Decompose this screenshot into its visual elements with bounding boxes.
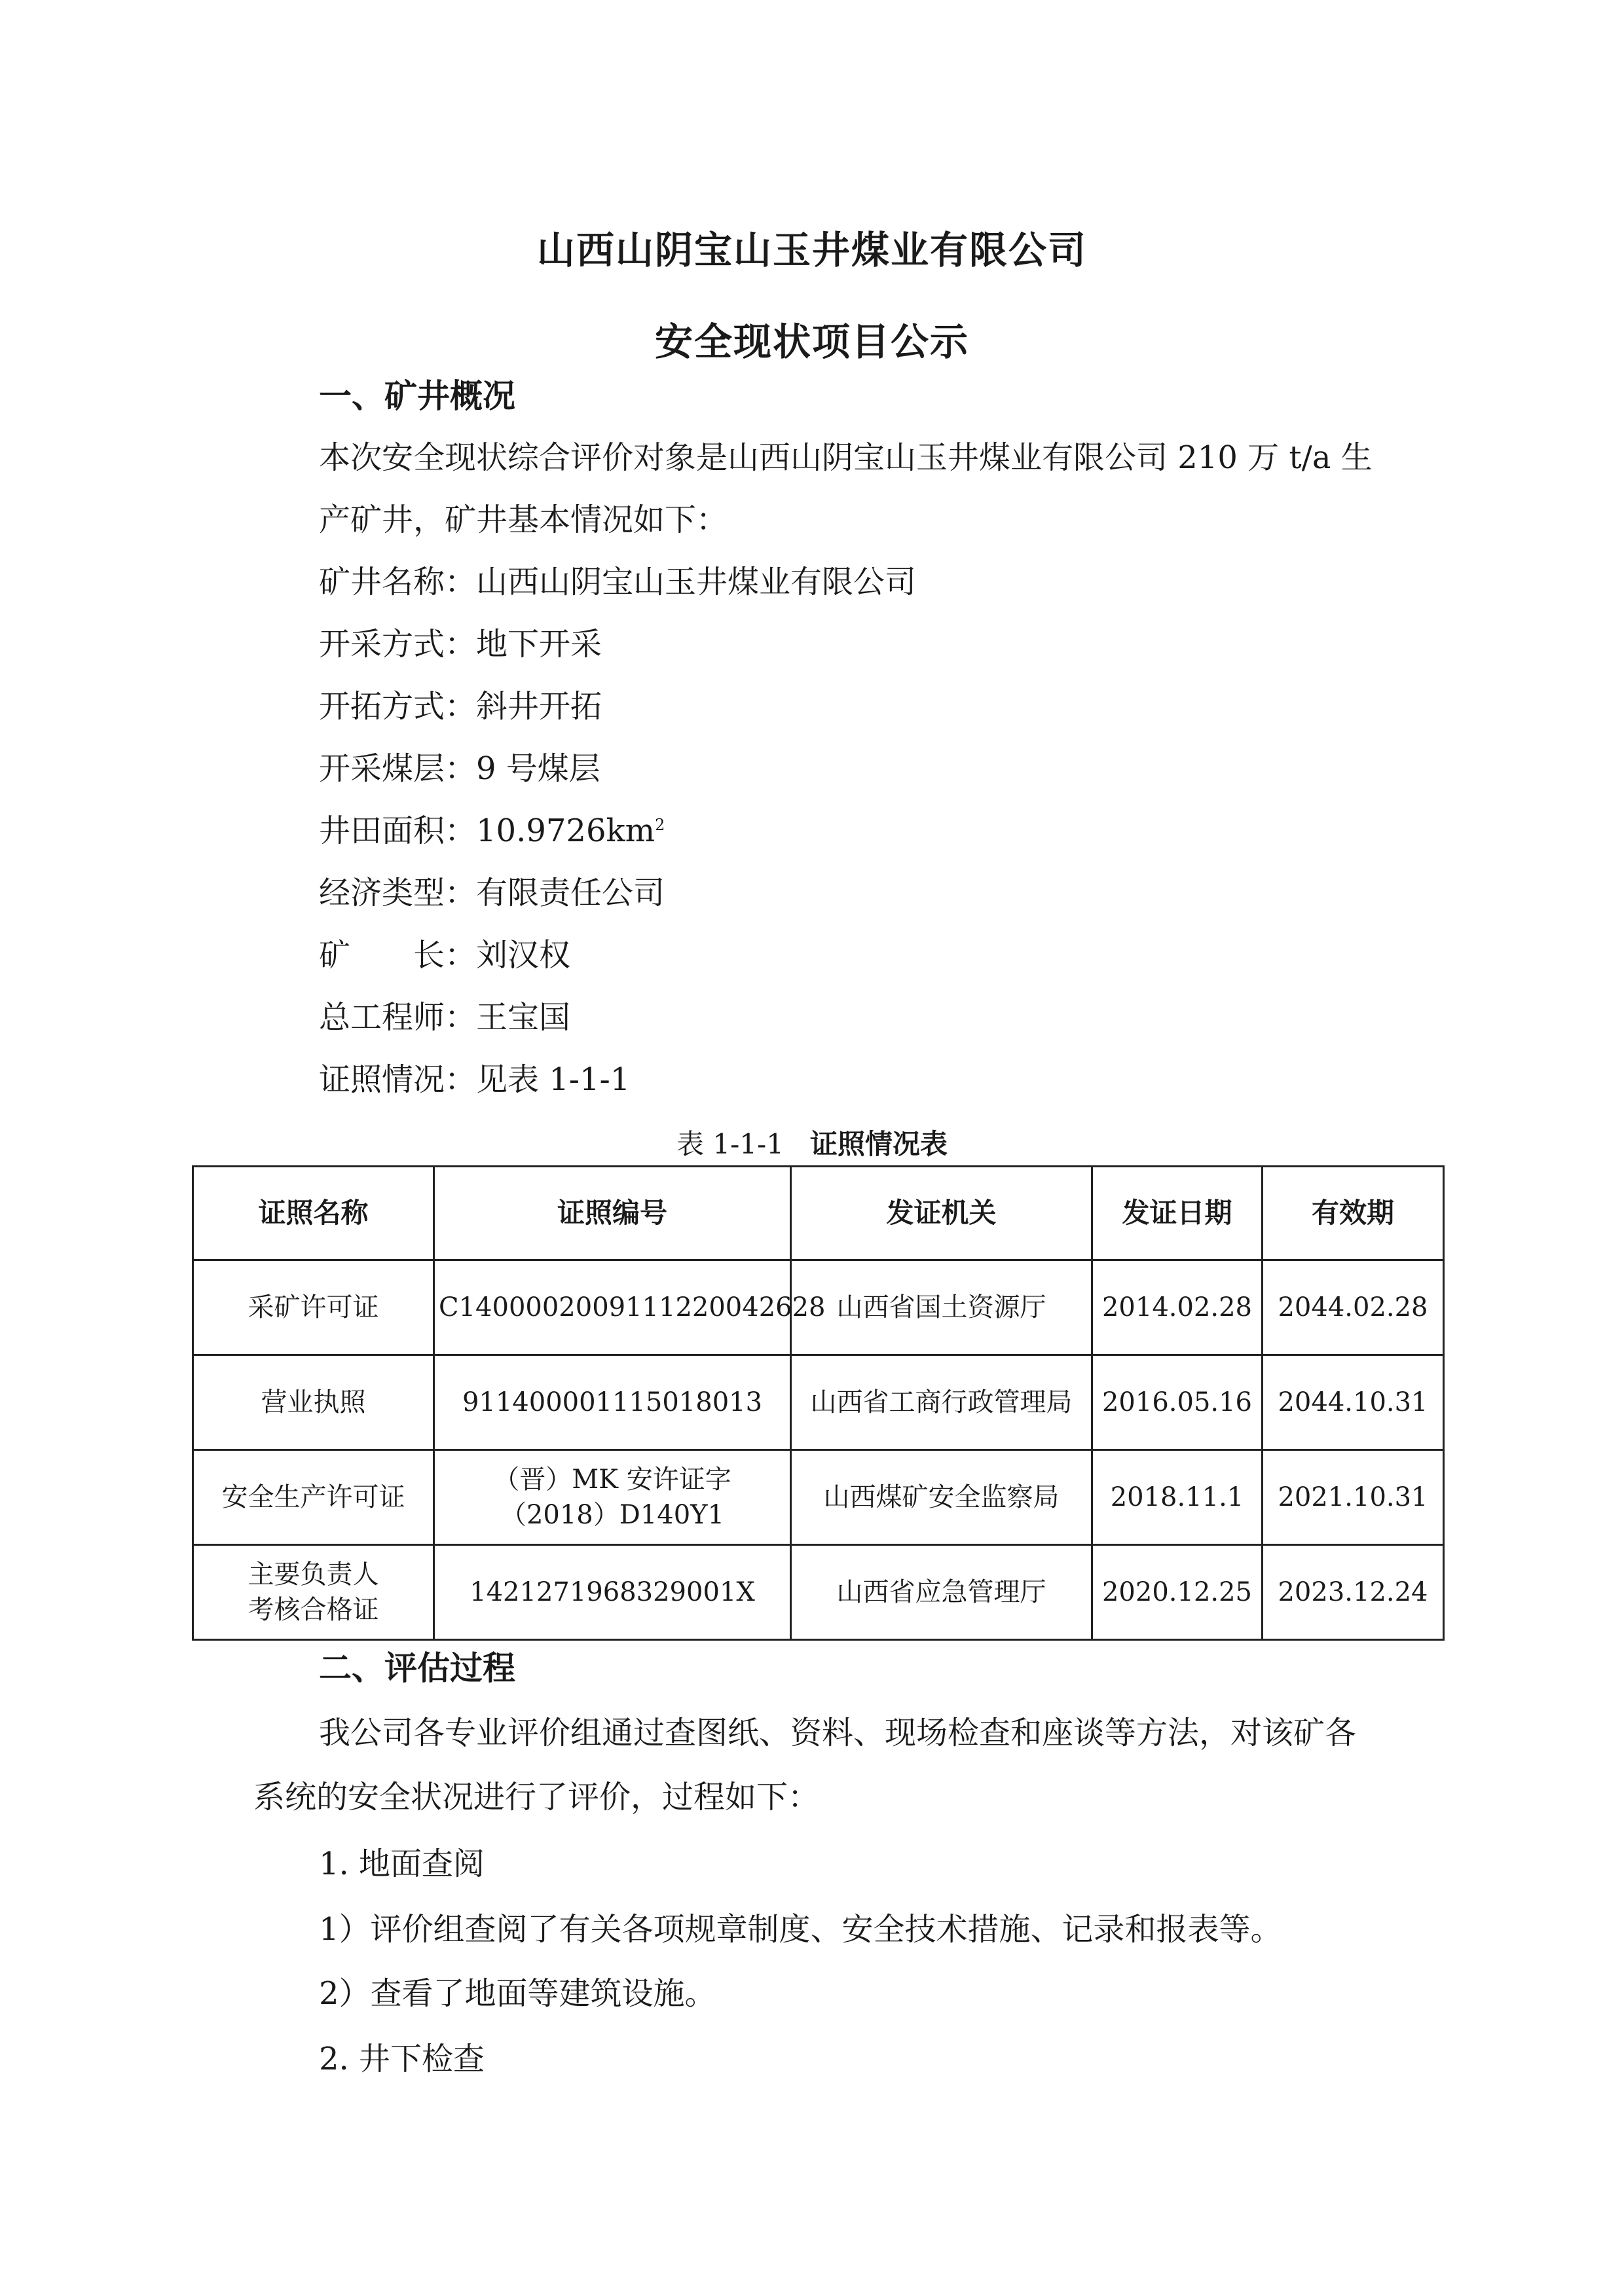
section2-heading: 二、评估过程 — [319, 1649, 515, 1687]
document-subtitle: 安全现状项目公示 — [654, 319, 969, 364]
header-cert-number: 证照编号 — [434, 1167, 791, 1260]
header-cert-name: 证照名称 — [193, 1167, 434, 1260]
development-method: 开拓方式：斜井开拓 — [319, 688, 602, 725]
mining-method: 开采方式：地下开采 — [319, 626, 602, 663]
cell-cert-number: 911400001115018013 — [434, 1355, 791, 1450]
cell-cert-name-line1: 主要负责人 — [248, 1559, 379, 1590]
mine-name: 矿井名称：山西山阴宝山玉井煤业有限公司 — [319, 564, 917, 600]
certificates-table — [192, 1165, 1445, 1641]
list-item-review-regulations: 1）评价组查阅了有关各项规章制度、安全技术措施、记录和报表等。 — [319, 1911, 1282, 1948]
cell-cert-number: C1400002009111220042628 — [434, 1260, 791, 1355]
cell-cert-name-line2: 考核合格证 — [248, 1595, 379, 1625]
table-caption-number: 表 1-1-1 — [676, 1128, 784, 1160]
section1-intro-line1: 本次安全现状综合评价对象是山西山阴宝山玉井煤业有限公司 210 万 t/a 生 — [319, 439, 1373, 476]
cell-valid-until: 2023.12.24 — [1263, 1545, 1444, 1640]
list-item-underground-inspection: 2. 井下检查 — [319, 2041, 485, 2077]
certificates-reference: 证照情况：见表 1-1-1 — [319, 1061, 631, 1098]
table-header-row — [193, 1167, 1444, 1260]
cell-cert-number-line2: （2018）D140Y1 — [500, 1500, 725, 1530]
field-area-superscript: 2 — [655, 816, 665, 834]
cell-cert-number — [434, 1450, 791, 1545]
cell-cert-number: 1421271968329001X — [434, 1545, 791, 1640]
table-row — [193, 1450, 1444, 1545]
mine-director: 矿 长：刘汉权 — [319, 937, 571, 974]
cell-issue-date: 2020.12.25 — [1092, 1545, 1263, 1640]
header-valid-until: 有效期 — [1263, 1167, 1444, 1260]
cell-issuer: 山西省工商行政管理局 — [791, 1355, 1092, 1450]
cell-cert-name: 采矿许可证 — [193, 1260, 434, 1355]
table-row — [193, 1355, 1444, 1450]
table-row — [193, 1260, 1444, 1355]
table-caption — [0, 1123, 1624, 1162]
list-item-ground-review: 1. 地面查阅 — [319, 1846, 485, 1882]
table-row — [193, 1545, 1444, 1640]
economic-type: 经济类型：有限责任公司 — [319, 875, 665, 911]
cell-issue-date: 2018.11.1 — [1092, 1450, 1263, 1545]
cell-cert-name — [193, 1545, 434, 1640]
cell-issuer: 山西省应急管理厅 — [791, 1545, 1092, 1640]
section1-intro-line2: 产矿井，矿井基本情况如下： — [319, 501, 728, 538]
document-title: 山西山阴宝山玉井煤业有限公司 — [536, 228, 1087, 272]
cell-cert-number-line1: （晋）MK 安许证字 — [493, 1465, 731, 1495]
cell-valid-until: 2044.10.31 — [1263, 1355, 1444, 1450]
cell-cert-name: 营业执照 — [193, 1355, 434, 1450]
cell-issue-date: 2016.05.16 — [1092, 1355, 1263, 1450]
section1-heading: 一、矿井概况 — [319, 377, 515, 415]
section2-intro-line2: 系统的安全状况进行了评价，过程如下： — [253, 1779, 820, 1815]
header-issuer: 发证机关 — [791, 1167, 1092, 1260]
cell-issuer: 山西省国土资源厅 — [791, 1260, 1092, 1355]
cell-valid-until: 2044.02.28 — [1263, 1260, 1444, 1355]
cell-issuer: 山西煤矿安全监察局 — [791, 1450, 1092, 1545]
chief-engineer: 总工程师：王宝国 — [319, 999, 571, 1036]
coal-seam: 开采煤层：9 号煤层 — [319, 750, 600, 787]
section2-intro-line1: 我公司各专业评价组通过查图纸、资料、现场检查和座谈等方法，对该矿各 — [319, 1715, 1357, 1751]
field-area — [319, 805, 665, 850]
list-item-inspect-facilities: 2）查看了地面等建筑设施。 — [319, 1975, 716, 2012]
cell-cert-name: 安全生产许可证 — [193, 1450, 434, 1545]
table-caption-title: 证照情况表 — [809, 1128, 948, 1160]
cell-issue-date: 2014.02.28 — [1092, 1260, 1263, 1355]
field-area-text: 井田面积：10.9726km — [319, 812, 655, 849]
cell-valid-until: 2021.10.31 — [1263, 1450, 1444, 1545]
header-issue-date: 发证日期 — [1092, 1167, 1263, 1260]
